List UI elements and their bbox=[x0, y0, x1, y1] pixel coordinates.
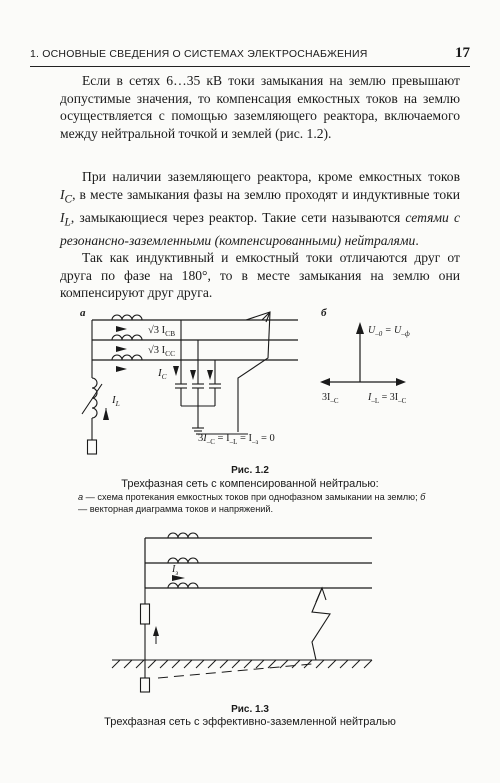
p2-text-b: , в месте замыкания фазы на землю проходят и индуктивные токи bbox=[72, 186, 460, 202]
figure-1-2 bbox=[0, 300, 500, 460]
capacitor-branches bbox=[175, 320, 221, 434]
desc-a: а bbox=[78, 492, 84, 502]
label-il: $I_L$ bbox=[112, 394, 120, 408]
fault-zigzag bbox=[238, 312, 270, 432]
label-ic: $I_C$ bbox=[158, 367, 167, 381]
p2-emphasis: сетями с резонансно-заземленными (компенсированными) нейтралями bbox=[60, 209, 460, 248]
ground-hatching bbox=[112, 660, 372, 668]
label-3ic: $3I_{-C}$ bbox=[322, 392, 339, 405]
paragraph-1: Если в сетях 6…35 кВ токи замыкания на землю превышают допустимые значения, то компенсация емкостных токов на землю осуществляется с помощью заземляющего реактора, включаемого между нейтральной точкой и землей (рис. 1.2). bbox=[60, 73, 460, 141]
label-il-eq: $I_{-L} = 3I_{-C}$ bbox=[368, 392, 407, 405]
return-arrow bbox=[153, 626, 159, 636]
page-header bbox=[30, 45, 470, 67]
fig12-label-b: б bbox=[321, 307, 327, 319]
phase-lines bbox=[92, 320, 298, 360]
fig12-caption-title: Рис. 1.2 bbox=[231, 465, 269, 476]
label-icc: √3 $I_{CC}$ bbox=[148, 345, 176, 358]
paragraph-2 bbox=[60, 168, 460, 249]
fig13-caption-subtitle: Трехфазная сеть с эффективно-заземленной нейтралью bbox=[104, 716, 396, 728]
paragraph-3: Так как индуктивный и емкостный токи отличаются друг от друга по фазе на 180°, то в месте замыкания на землю они компенсируют друг друга. bbox=[60, 250, 460, 300]
phase-lines-13 bbox=[145, 538, 372, 588]
fault-zigzag-13 bbox=[312, 588, 330, 660]
page-number: 17 bbox=[455, 45, 470, 61]
fig13-caption-title: Рис. 1.3 bbox=[231, 704, 269, 715]
p2-il-sub: L bbox=[64, 216, 71, 229]
neutral-resistor bbox=[141, 588, 150, 692]
p2-text-c: , замыкающиеся через реактор. Такие сети называются bbox=[70, 209, 406, 225]
fig12-caption-subtitle: Трехфазная сеть с компенсированной нейтралью: bbox=[121, 478, 379, 490]
earth-return-path bbox=[158, 664, 312, 678]
ic-arrows bbox=[173, 366, 213, 380]
p2-il: I bbox=[60, 209, 65, 225]
line-arrows bbox=[116, 326, 127, 372]
section-title: 1. ОСНОВНЫЕ СВЕДЕНИЯ О СИСТЕМАХ ЭЛЕКТРОСНАБЖЕНИЯ bbox=[30, 48, 368, 60]
p2-text-a: При наличии заземляющего реактора, кроме емкостных токов bbox=[82, 169, 460, 184]
figure-1-3 bbox=[0, 518, 500, 703]
iz-arrow bbox=[172, 575, 185, 581]
neutral-reactor bbox=[82, 360, 102, 454]
label-iz: $I_з$ bbox=[172, 564, 179, 577]
source-coils bbox=[92, 315, 142, 360]
fig12-label-a: а bbox=[80, 307, 86, 319]
p2-ic-sub: C bbox=[64, 193, 73, 206]
desc-1: — схема протекания емкостных токов при однофазном замыкании на землю; bbox=[83, 492, 421, 502]
label-icb: √3 $I_{CB}$ bbox=[148, 325, 176, 338]
p2-ic: I bbox=[60, 186, 65, 202]
label-u: $U_{-0} = U_{-ф}$ bbox=[368, 325, 410, 338]
desc-2: — векторная диаграмма токов и напряжений. bbox=[78, 504, 274, 514]
fig12-caption-description bbox=[78, 491, 433, 515]
desc-b: б bbox=[420, 492, 426, 502]
p2-text-d: . bbox=[415, 232, 419, 248]
ground-equation: $3I_{-C} = I_{-L} = I_{-з} = 0$ bbox=[198, 433, 275, 446]
